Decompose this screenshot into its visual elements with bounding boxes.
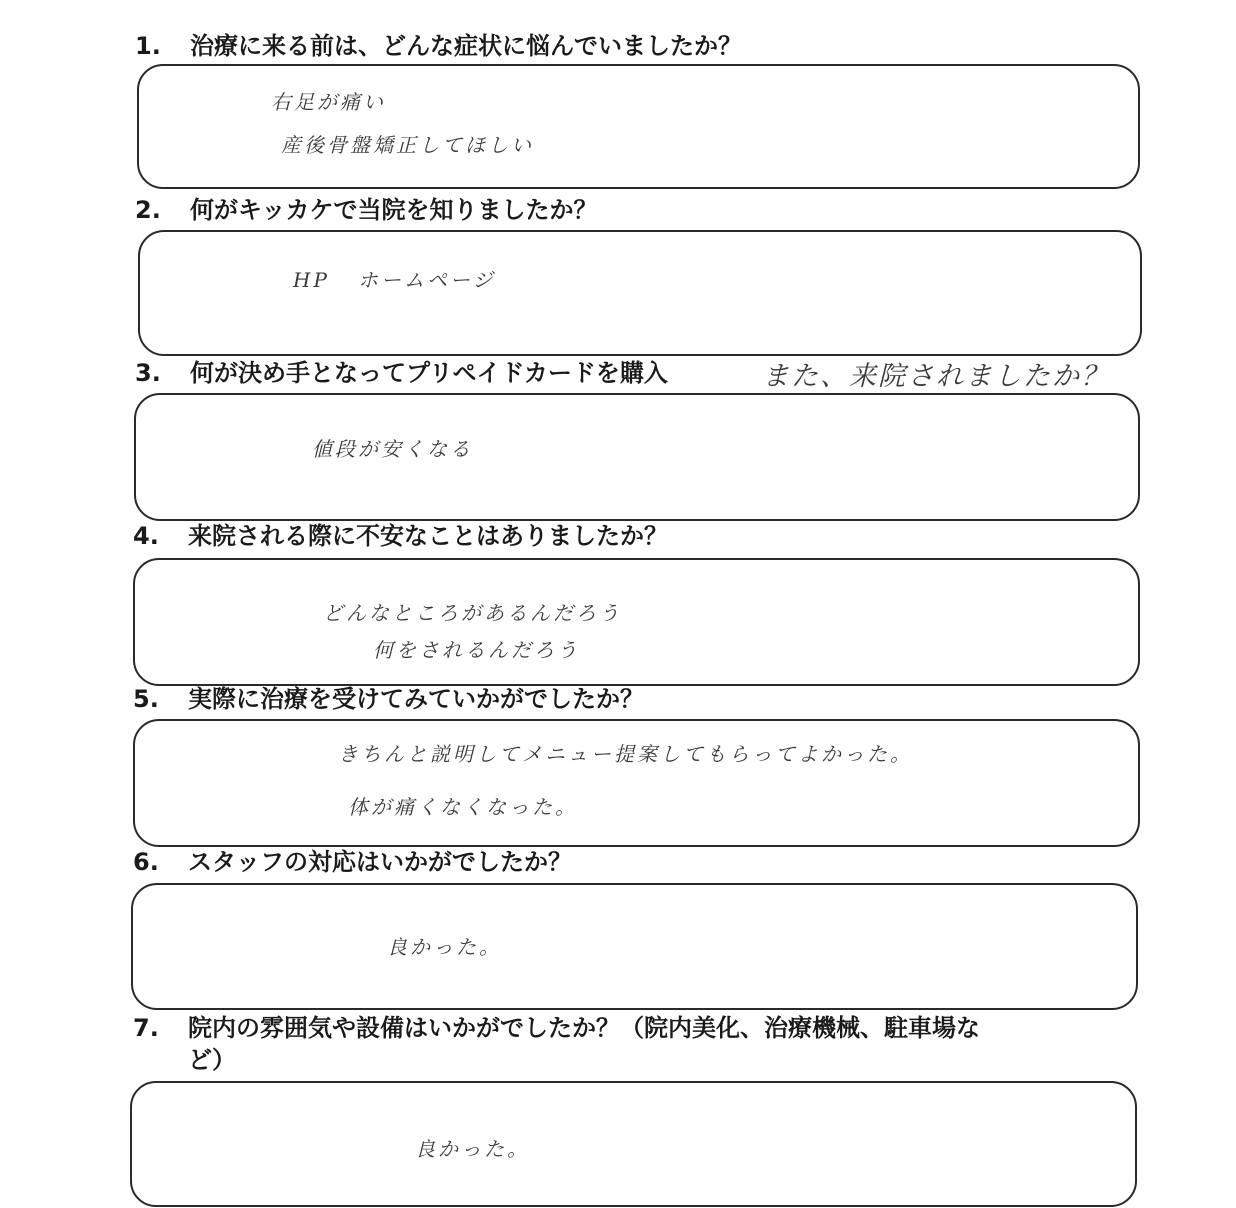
question-text: 何がキッカケで当院を知りましたか？	[190, 196, 598, 224]
question-number: 7.	[133, 1014, 159, 1042]
answer-box-5	[133, 719, 1140, 847]
handwritten-answer-line: 産後骨盤矯正してほしい	[281, 133, 534, 157]
handwritten-answer-line: HP	[293, 268, 330, 292]
question-text-continued: ど）	[188, 1046, 236, 1074]
question-number: 2.	[135, 196, 161, 224]
question-text: スタッフの対応はいかがでしたか？	[188, 848, 572, 876]
question-number: 1.	[135, 32, 161, 60]
question-number: 4.	[133, 522, 159, 550]
question-number: 6.	[133, 848, 159, 876]
answer-box-4	[133, 558, 1140, 686]
question-text: 来院される際に不安なことはありましたか？	[188, 522, 668, 550]
question-text: 院内の雰囲気や設備はいかがでしたか？（院内美化、治療機械、駐車場な	[188, 1014, 980, 1042]
answer-box-3	[134, 393, 1140, 521]
handwritten-answer-line: 何をされるんだろう	[373, 638, 580, 662]
handwritten-answer-line: 良かった。	[415, 1137, 530, 1161]
handwritten-answer-line: どんなところがあるんだろう	[323, 601, 622, 625]
question-text: 治療に来る前は、どんな症状に悩んでいましたか？	[190, 32, 742, 60]
answer-box-6	[131, 883, 1138, 1010]
handwritten-answer-line: ホームページ	[358, 268, 496, 292]
handwritten-answer-line: きちんと説明してメニュー提案してもらってよかった。	[338, 742, 913, 766]
handwritten-answer-line: 体が痛くなくなった。	[348, 795, 578, 819]
question-number: 3.	[135, 359, 161, 387]
answer-box-2	[138, 230, 1142, 356]
handwritten-answer-line: 値段が安くなる	[312, 437, 473, 461]
question-text: 実際に治療を受けてみていかがでしたか？	[188, 685, 644, 713]
answer-box-7	[130, 1081, 1137, 1207]
question-number: 5.	[133, 685, 159, 713]
handwritten-answer-line: 右足が痛い	[271, 90, 386, 114]
answer-box-1	[137, 64, 1140, 189]
question-7-continued	[188, 1044, 236, 1076]
handwritten-overwrite: また、来院されましたか？	[762, 361, 1110, 392]
handwritten-answer-line: 良かった。	[387, 935, 502, 959]
question-text: 何が決め手となってプリペイドカードを購入	[190, 359, 668, 387]
